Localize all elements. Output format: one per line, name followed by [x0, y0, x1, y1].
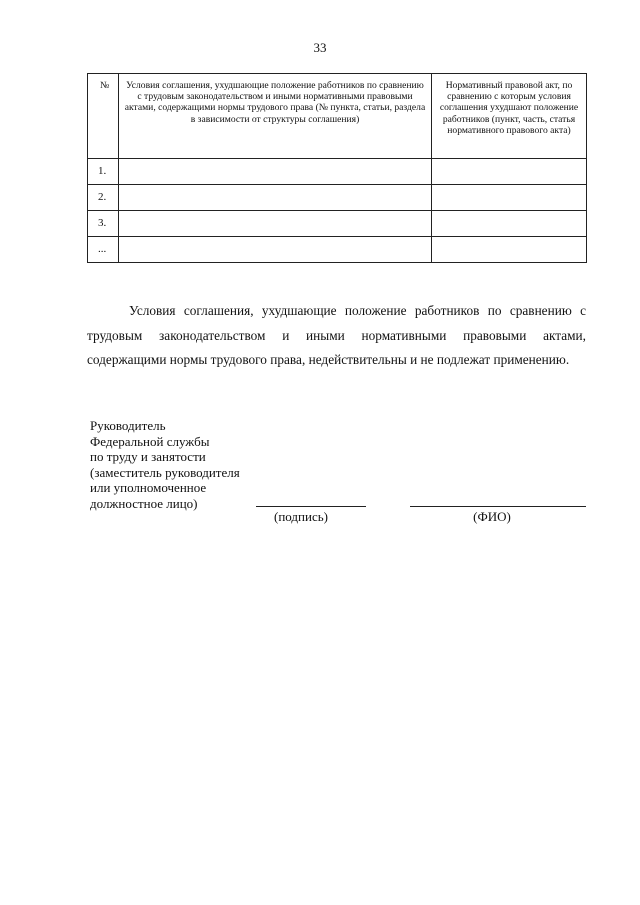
signature-caption: (подпись)	[274, 509, 328, 524]
signature-line	[256, 506, 366, 507]
table-row	[88, 237, 587, 263]
signatory-line: или уполномоченное	[90, 480, 207, 495]
full-name-line	[410, 506, 586, 507]
signatory-line: Федеральной службы	[90, 433, 210, 449]
invalidity-paragraph	[87, 299, 586, 373]
row-conditions-cell	[119, 211, 432, 237]
page-number: 33	[313, 40, 327, 55]
header-number: №	[88, 74, 119, 159]
table-header-row	[88, 74, 587, 159]
row-act-cell	[432, 237, 587, 263]
signatory-block	[90, 418, 240, 511]
row-number: 1.	[88, 159, 119, 185]
conditions-table	[87, 73, 587, 263]
signatory-line: должностное лицо)	[90, 495, 198, 511]
row-act-cell	[432, 185, 587, 211]
signatory-line: (заместитель руководителя	[90, 464, 240, 480]
row-conditions-cell	[119, 237, 432, 263]
row-number: 2.	[88, 185, 119, 211]
row-act-cell	[432, 159, 587, 185]
table-row	[88, 185, 587, 211]
header-normative-act: Нормативный правовой акт, по сравнению с которым условия соглашения ухудшают положение работников (пункт, часть, статья нормативного правового акта)	[432, 74, 587, 159]
row-number: ...	[88, 237, 119, 263]
signatory-line: по труду и занятости	[90, 449, 206, 464]
row-conditions-cell	[119, 185, 432, 211]
paragraph-text: Условия соглашения, ухудшающие положение работников по сравнению с трудовым законодательством и иными нормативными правовыми актами, содержащими нормы трудового права, недействительны и не подлежат применению.	[87, 303, 586, 367]
table-row	[88, 211, 587, 237]
header-conditions: Условия соглашения, ухудшающие положение работников по сравнению с трудовым законодательством и иными нормативными правовыми актами, содержащими нормы трудового права (№ пункта, статьи, раздела в зависимости от структуры соглашения)	[119, 74, 432, 159]
row-act-cell	[432, 211, 587, 237]
signatory-line: Руководитель	[90, 418, 166, 433]
full-name-caption: (ФИО)	[473, 509, 511, 524]
table-row	[88, 159, 587, 185]
row-number: 3.	[88, 211, 119, 237]
row-conditions-cell	[119, 159, 432, 185]
